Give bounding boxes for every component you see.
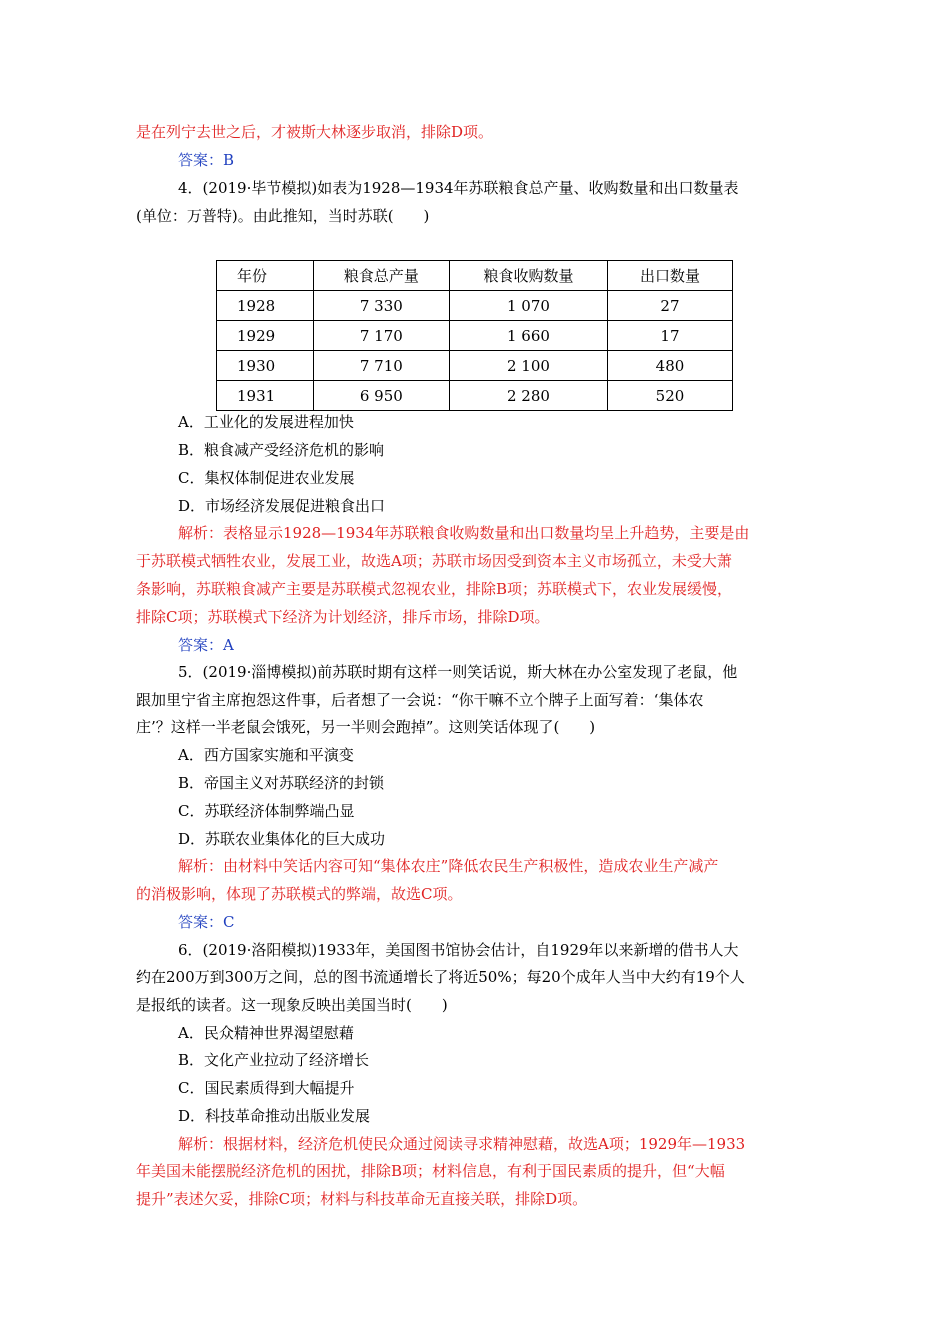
option-b: B．帝国主义对苏联经济的封锁 — [178, 774, 385, 792]
table-cell: 1930 — [217, 351, 314, 381]
table-cell: 7 330 — [313, 291, 449, 321]
table-header-row — [217, 261, 733, 291]
table-cell: 480 — [607, 351, 732, 381]
answer-label: 答案：A — [178, 636, 234, 654]
table-row — [217, 321, 733, 351]
answer-label: 答案：C — [178, 913, 235, 931]
question-5-stem-cont: 庄’？这样一半老鼠会饿死，另一半则会跑掉”。这则笑话体现了( ) — [136, 718, 596, 736]
option-c: C．国民素质得到大幅提升 — [178, 1079, 355, 1097]
analysis-line: 年美国未能摆脱经济危机的困扰，排除B项；材料信息，有利于国民素质的提升，但“大幅 — [136, 1162, 725, 1180]
question-6-stem-cont: 约在200万到300万之间，总的图书流通增长了将近50%；每20个成年人当中大约有19个人 — [136, 968, 745, 986]
option-b: B．粮食减产受经济危机的影响 — [178, 441, 385, 459]
option-c: C．集权体制促进农业发展 — [178, 469, 355, 487]
table-cell: 1928 — [217, 291, 314, 321]
table-cell: 27 — [607, 291, 732, 321]
question-4-stem-cont: (单位：万普特)。由此推知，当时苏联( ) — [136, 207, 430, 225]
analysis-line: 于苏联模式牺牲农业，发展工业，故选A项；苏联市场因受到资本主义市场孤立，未受大萧 — [136, 552, 732, 570]
option-c: C．苏联经济体制弊端凸显 — [178, 802, 355, 820]
question-6-stem: 6．(2019·洛阳模拟)1933年，美国图书馆协会估计，自1929年以来新增的借书人大 — [178, 941, 739, 959]
table-cell: 1929 — [217, 321, 314, 351]
answer-label: 答案：B — [178, 151, 235, 169]
analysis-line: 提升”表述欠妥，排除C项；材料与科技革命无直接关联，排除D项。 — [136, 1190, 588, 1208]
table-header-cell: 粮食总产量 — [313, 261, 449, 291]
table-cell: 17 — [607, 321, 732, 351]
table-row — [217, 291, 733, 321]
analysis-line: 解析：根据材料，经济危机使民众通过阅读寻求精神慰藉，故选A项；1929年—1933 — [178, 1135, 746, 1153]
table-cell: 520 — [607, 381, 732, 411]
table-row — [217, 381, 733, 411]
analysis-line: 是在列宁去世之后，才被斯大林逐步取消，排除D项。 — [136, 123, 494, 141]
option-d: D．苏联农业集体化的巨大成功 — [178, 830, 386, 848]
table-header-cell: 粮食收购数量 — [449, 261, 607, 291]
table-row — [217, 351, 733, 381]
option-a: A．西方国家实施和平演变 — [178, 746, 354, 764]
grain-data-table — [216, 260, 733, 411]
question-6-stem-cont: 是报纸的读者。这一现象反映出美国当时( ) — [136, 996, 448, 1014]
table-cell: 7 710 — [313, 351, 449, 381]
option-a: A．工业化的发展进程加快 — [178, 413, 354, 431]
analysis-line: 解析：由材料中笑话内容可知“集体农庄”降低农民生产积极性，造成农业生产减产 — [178, 857, 719, 875]
option-b: B．文化产业拉动了经济增长 — [178, 1051, 370, 1069]
table-cell: 1 660 — [449, 321, 607, 351]
table-header-cell: 年份 — [217, 261, 314, 291]
question-5-stem-cont: 跟加里宁省主席抱怨这件事，后者想了一会说：“你干嘛不立个牌子上面写着：‘集体农 — [136, 691, 704, 709]
analysis-line: 的消极影响，体现了苏联模式的弊端，故选C项。 — [136, 885, 463, 903]
table-cell: 2 280 — [449, 381, 607, 411]
table-cell: 6 950 — [313, 381, 449, 411]
option-d: D．科技革命推动出版业发展 — [178, 1107, 371, 1125]
option-a: A．民众精神世界渴望慰藉 — [178, 1024, 354, 1042]
table-cell: 1 070 — [449, 291, 607, 321]
question-5-stem: 5．(2019·淄博模拟)前苏联时期有这样一则笑话说，斯大林在办公室发现了老鼠，他 — [178, 663, 738, 681]
table-header-cell: 出口数量 — [607, 261, 732, 291]
analysis-line: 条影响，苏联粮食减产主要是苏联模式忽视农业，排除B项；苏联模式下，农业发展缓慢， — [136, 580, 733, 598]
table-cell: 1931 — [217, 381, 314, 411]
analysis-line: 解析：表格显示1928—1934年苏联粮食收购数量和出口数量均呈上升趋势，主要是由 — [178, 524, 750, 542]
option-d: D．市场经济发展促进粮食出口 — [178, 497, 386, 515]
analysis-line: 排除C项；苏联模式下经济为计划经济，排斥市场，排除D项。 — [136, 608, 550, 626]
table-cell: 2 100 — [449, 351, 607, 381]
table-cell: 7 170 — [313, 321, 449, 351]
question-4-stem: 4．(2019·毕节模拟)如表为1928—1934年苏联粮食总产量、收购数量和出口数量表 — [178, 179, 739, 197]
